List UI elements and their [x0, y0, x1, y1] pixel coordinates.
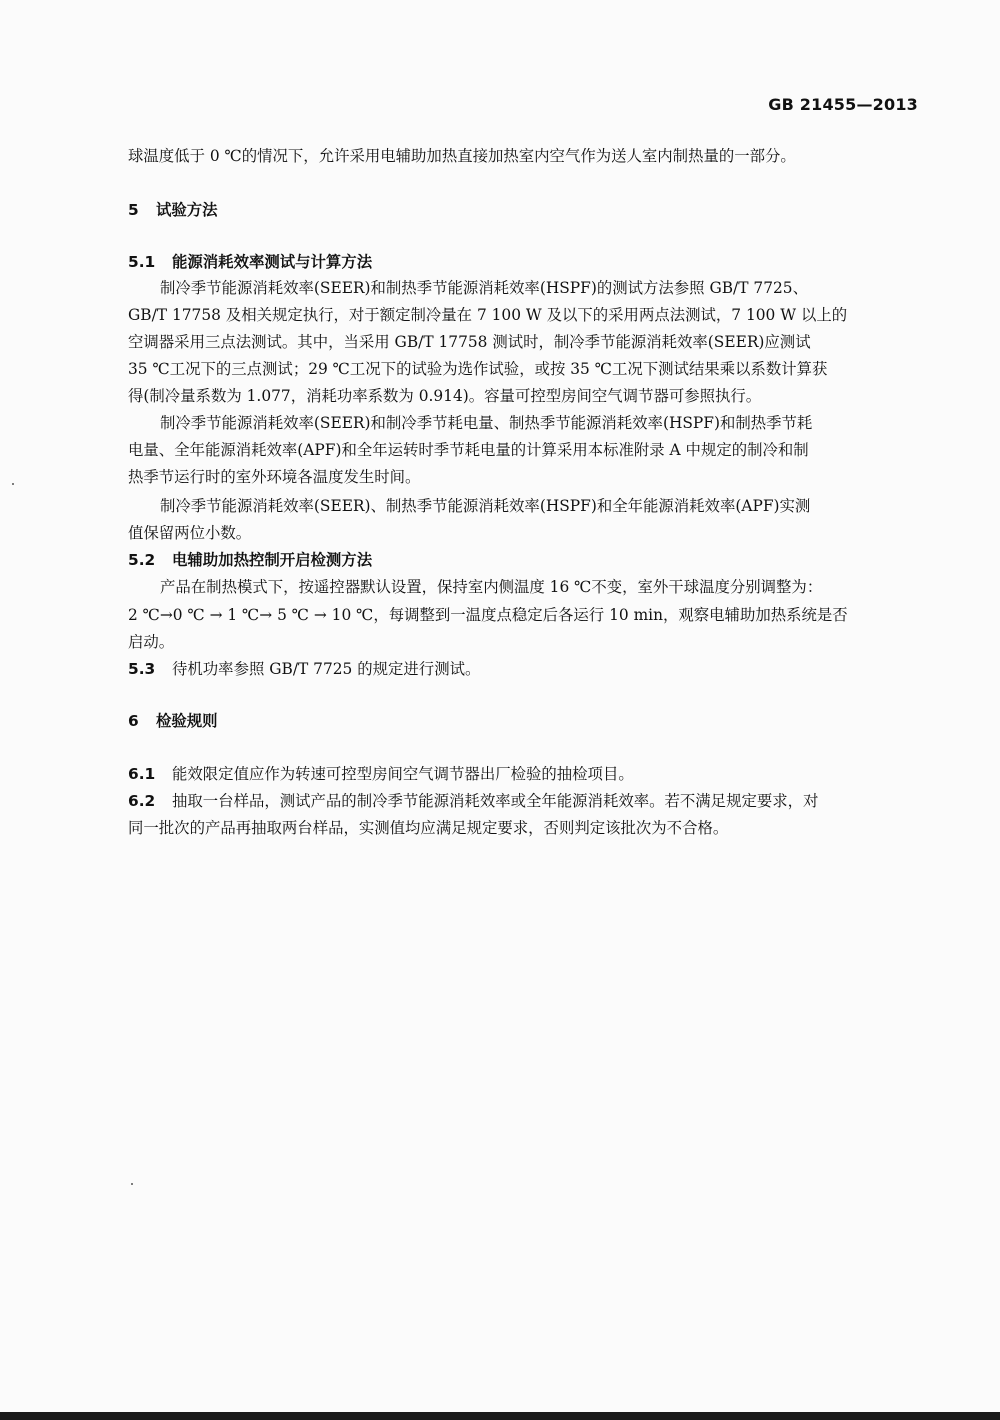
para-5-2-line: 2 ℃→0 ℃ → 1 ℃→ 5 ℃ → 10 ℃，每调整到一温度点稳定后各运行 10 min，观察电辅助加热系统是否: [128, 606, 848, 624]
scan-speck: [131, 1183, 133, 1185]
section-6-2-number: 6.2: [128, 792, 156, 810]
section-6-1-number: 6.1: [128, 765, 156, 783]
section-5-2-title: 电辅助加热控制开启检测方法: [172, 551, 373, 569]
para-5-2-line: 产品在制热模式下，按遥控器默认设置，保持室内侧温度 16 ℃不变，室外干球温度分别调整为：: [160, 578, 823, 596]
para-5-1-1-line: 得(制冷量系数为 1.077，消耗功率系数为 0.914)。容量可控型房间空气调节器可参照执行。: [128, 387, 762, 405]
section-6-2: [128, 791, 818, 811]
section-6-heading: [128, 711, 218, 731]
section-6-2-text-line1: 抽取一台样品，测试产品的制冷季节能源消耗效率或全年能源消耗效率。若不满足规定要求，对: [172, 792, 819, 810]
section-6-number: 6: [128, 712, 139, 730]
section-5-1-heading: [128, 252, 372, 272]
section-5-number: 5: [128, 201, 139, 219]
section-5-2-heading: [128, 550, 372, 570]
section-5-1-number: 5.1: [128, 253, 156, 271]
section-5-title: 试验方法: [156, 201, 218, 219]
section-5-2-number: 5.2: [128, 551, 156, 569]
scan-speck: [12, 483, 14, 485]
para-5-1-3-line: 值保留两位小数。: [128, 524, 252, 542]
para-5-2-line: 启动。: [128, 633, 175, 651]
para-5-1-2-line: 电量、全年能源消耗效率(APF)和全年运转时季节耗电量的计算采用本标准附录 A 中规定的制冷和制: [128, 441, 809, 459]
para-5-1-1-line: 35 ℃工况下的三点测试；29 ℃工况下的试验为选作试验，或按 35 ℃工况下测试结果乘以系数计算获: [128, 360, 828, 378]
para-5-1-1-line: 空调器采用三点法测试。其中，当采用 GB/T 17758 测试时，制冷季节能源消耗效率(SEER)应测试: [128, 333, 811, 351]
section-5-3-number: 5.3: [128, 660, 156, 678]
section-6-title: 检验规则: [156, 712, 218, 730]
section-5-3: [128, 659, 480, 679]
para-5-1-2-line: 制冷季节能源消耗效率(SEER)和制冷季节耗电量、制热季节能源消耗效率(HSPF)和制热季节耗: [160, 414, 813, 432]
section-5-heading: [128, 200, 218, 220]
scan-bottom-edge: [0, 1412, 1000, 1420]
section-5-1-title: 能源消耗效率测试与计算方法: [172, 253, 373, 271]
section-6-1-text: 能效限定值应作为转速可控型房间空气调节器出厂检验的抽检项目。: [172, 765, 634, 783]
document-code: GB 21455—2013: [768, 95, 918, 114]
para-5-1-3-line: 制冷季节能源消耗效率(SEER)、制热季节能源消耗效率(HSPF)和全年能源消耗效率(APF)实测: [160, 497, 811, 515]
section-6-1: [128, 764, 634, 784]
section-6-2-text-line2: 同一批次的产品再抽取两台样品，实测值均应满足规定要求，否则判定该批次为不合格。: [128, 819, 729, 837]
section-5-3-text: 待机功率参照 GB/T 7725 的规定进行测试。: [172, 660, 481, 678]
para-5-1-2-line: 热季节运行时的室外环境各温度发生时间。: [128, 468, 421, 486]
para-5-1-1-line: 制冷季节能源消耗效率(SEER)和制热季节能源消耗效率(HSPF)的测试方法参照 GB/T 7725、: [160, 279, 808, 297]
para-5-1-1-line: GB/T 17758 及相关规定执行，对于额定制冷量在 7 100 W 及以下的采用两点法测试，7 100 W 以上的: [128, 306, 848, 324]
intro-line: 球温度低于 0 ℃的情况下，允许采用电辅助加热直接加热室内空气作为送人室内制热量的一部分。: [128, 147, 796, 165]
